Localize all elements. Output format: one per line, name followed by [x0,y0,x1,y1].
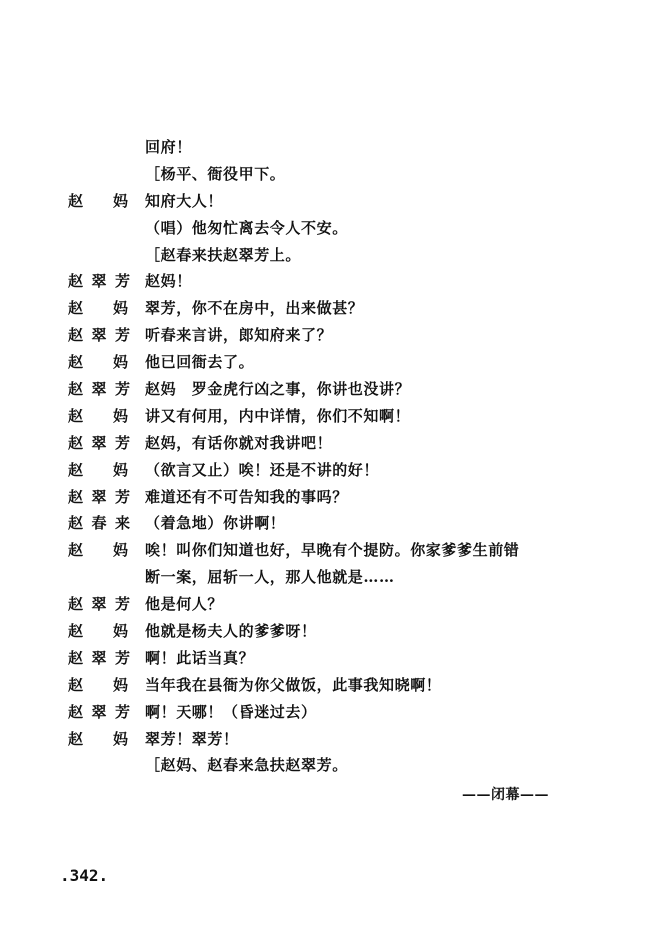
speaker-name: 赵 翠 芳 [68,326,130,345]
dialogue-text: 知府大人！ [145,191,224,210]
speaker-name: 赵 妈 [68,675,128,694]
dialogue-text: （欲言又止）唉！还是不讲的好！ [145,460,380,479]
script-line [0,242,655,269]
script-line [0,726,655,753]
speaker-name: 赵 翠 芳 [68,702,130,721]
dialogue-text: 赵妈！ [145,272,192,291]
speaker-name: 赵 妈 [68,622,128,641]
script-line [0,537,655,564]
script-line [0,591,655,618]
dialogue-text: ［赵妈、赵春来急扶赵翠芳。 [145,756,348,775]
script-line [0,457,655,484]
script-line [0,672,655,699]
page-number: .342. [60,866,109,885]
dialogue-text: 赵妈 罗金虎行凶之事，你讲也没讲？ [145,380,411,399]
speaker-name: 赵 妈 [68,729,128,748]
play-script [0,134,655,779]
script-line [0,134,655,161]
speaker-name: 赵 翠 芳 [68,487,130,506]
script-line [0,403,655,430]
script-line [0,752,655,779]
speaker-name: 赵 妈 [68,299,128,318]
dialogue-text: 难道还有不可告知我的事吗？ [145,487,348,506]
speaker-name: 赵 翠 芳 [68,433,130,452]
script-line [0,268,655,295]
speaker-name: 赵 春 来 [68,514,130,533]
script-line [0,376,655,403]
script-line [0,564,655,591]
speaker-name: 赵 妈 [68,541,128,560]
speaker-name: 赵 翠 芳 [68,648,130,667]
dialogue-text: （唱）他匆忙离去令人不安。 [145,218,348,237]
script-line [0,322,655,349]
dialogue-text: （着急地）你讲啊！ [145,514,286,533]
dialogue-text: 他是何人？ [145,595,224,614]
script-line [0,510,655,537]
dialogue-text: 他就是杨夫人的爹爹呀！ [145,622,317,641]
dialogue-text: 听春来言讲，郎知府来了？ [145,326,333,345]
script-line [0,349,655,376]
script-line [0,484,655,511]
speaker-name: 赵 翠 芳 [68,272,130,291]
dialogue-text: 啊！此话当真？ [145,648,255,667]
dialogue-text: 赵妈，有话你就对我讲吧！ [145,433,333,452]
script-line [0,430,655,457]
speaker-name: 赵 妈 [68,406,128,425]
speaker-name: 赵 翠 芳 [68,595,130,614]
dialogue-text: 他已回衙去了。 [145,353,255,372]
dialogue-text: 啊！天哪！（昏迷过去） [145,702,317,721]
dialogue-text: ［杨平、衙役甲下。 [145,164,286,183]
speaker-name: 赵 翠 芳 [68,380,130,399]
speaker-name: 赵 妈 [68,353,128,372]
script-line [0,215,655,242]
dialogue-text: 回府！ [145,138,192,156]
speaker-name: 赵 妈 [68,460,128,479]
speaker-name: 赵 妈 [68,191,128,210]
dialogue-text: 翠芳！翠芳！ [145,729,239,748]
script-line [0,188,655,215]
dialogue-text: 当年我在县衙为你父做饭，此事我知晓啊！ [145,675,442,694]
dialogue-text: 讲又有何用，内中详情，你们不知啊！ [145,406,411,425]
dialogue-text: 唉！叫你们知道也好，早晚有个提防。你家爹爹生前错 [145,541,520,560]
script-line [0,699,655,726]
script-line [0,161,655,188]
dialogue-text: 翠芳，你不在房中，出来做甚？ [145,299,364,318]
dialogue-text: 断一案，屈斩一人，那人他就是…… [145,568,395,587]
dialogue-text: ［赵春来扶赵翠芳上。 [145,245,302,264]
script-line [0,295,655,322]
curtain-close: ——闭幕—— [462,787,549,803]
script-line [0,618,655,645]
script-line [0,645,655,672]
